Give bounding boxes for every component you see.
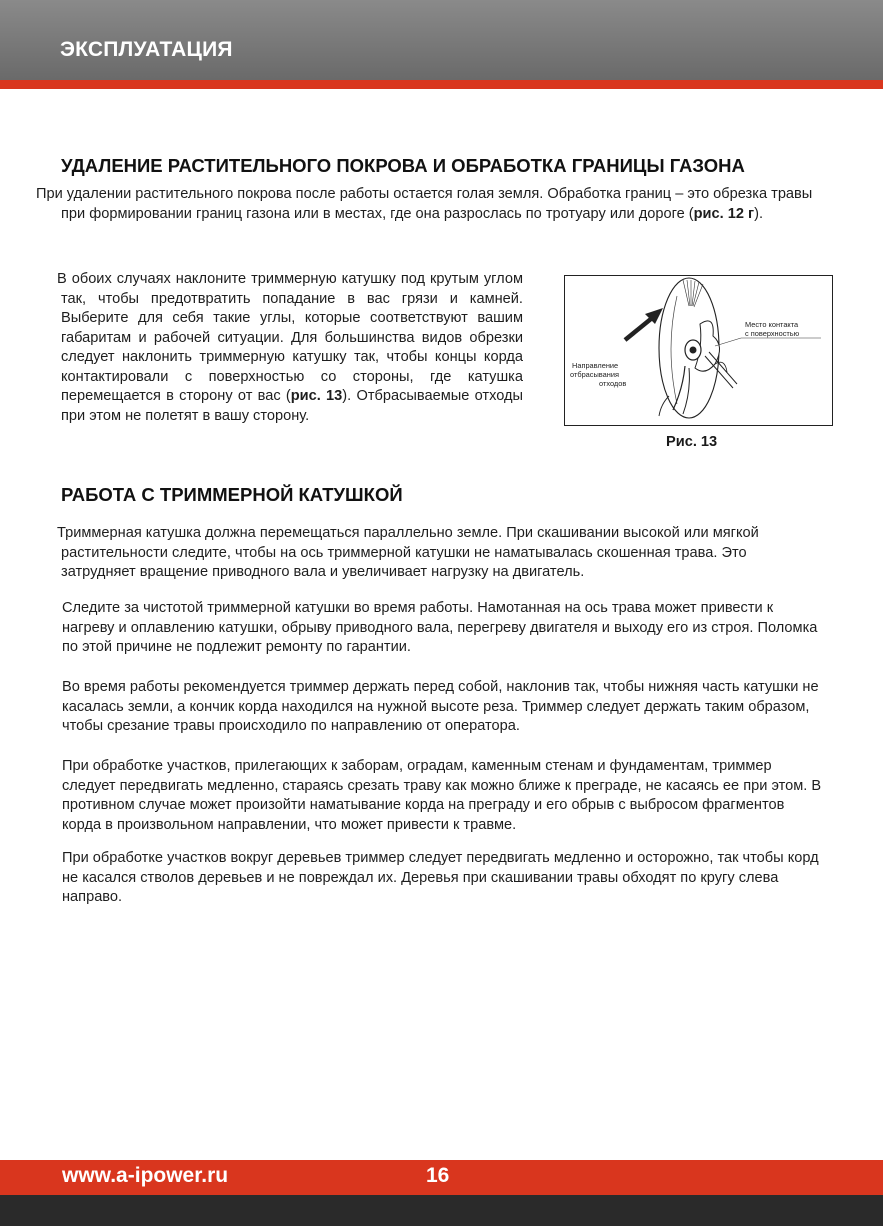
figure-reference: рис. 12 г xyxy=(693,205,755,222)
paragraph-fences: При обработке участков, прилегающих к заборам, оградам, каменным стенам и фундаментам, триммер следует передвигать медленно, стараясь срезать траву как можно ближе к преграде, не касаясь ее при этом. В противном случае может произойти наматывание корда на преграду и его обрыв с выбросом фрагментов корда в произвольном направлении, что может привести к травме. xyxy=(62,758,822,833)
section-title: ЭКСПЛУАТАЦИЯ xyxy=(60,38,233,61)
paragraph-text: ). xyxy=(754,205,764,222)
paragraph-trees: При обработке участков вокруг деревьев триммер следует передвигать медленно и осторожно, так чтобы корд не касался стволов деревьев и не повреждал их. Деревья при скашивании травы обходят по кругу слева направо. xyxy=(62,850,819,905)
label-contact: с поверхностью xyxy=(745,329,800,338)
paragraph-text: ). Отбрасываемые отходы при этом не полетят в вашу сторону. xyxy=(61,388,523,424)
figure-caption: Рис. 13 xyxy=(666,434,718,450)
heading-trimmer-head: РАБОТА С ТРИММЕРНОЙ КАТУШКОЙ xyxy=(61,484,403,505)
label-direction: отбрасывания xyxy=(570,370,619,379)
paragraph-vegetation-removal xyxy=(36,185,837,224)
paragraph-text: В обоих случаях наклоните триммерную катушку под крутым углом так, чтобы предотвратить попадание в вас грязи и камней. Выберите для себя такие углы, которые соответствуют вашим габаритам и рабочей ситуации. Для большинства видов обрезки следует наклонить триммерную катушку так, чтобы концы корда контактировали с поверхностью со стороны, где катушка перемещается в сторону от вас ( xyxy=(57,271,523,404)
label-direction: Направление xyxy=(572,361,619,370)
direction-arrow xyxy=(625,308,663,340)
paragraph-cleanliness: Следите за чистотой триммерной катушки во время работы. Намотанная на ось трава может привести к нагреву и оплавлению катушки, обрыву приводного вала, перегреву двигателя и выходу его из строя. Поломка по этой причине не подлежит ремонту по гарантии. xyxy=(62,600,818,655)
trimmer-illustration xyxy=(565,276,834,427)
paragraph-text: При удалении растительного покрова после работы остается голая земля. Обработка границ – это обрезка травы при формировании границ газона или в местах, где она разрослась по тротуару или дороге ( xyxy=(36,186,813,222)
page-header xyxy=(0,0,883,80)
paragraph-parallel: Триммерная катушка должна перемещаться параллельно земле. При скашивании высокой или мягкой растительности следите, чтобы на ось триммерной катушки не наматывалась скошенная трава. Это затрудняет вращение приводного вала и увеличивает нагрузку на двигатель. xyxy=(57,525,759,580)
figure-13 xyxy=(564,275,833,426)
figure-reference: рис. 13 xyxy=(290,388,343,404)
header-accent-stripe xyxy=(0,80,883,89)
paragraph-tilt-angle xyxy=(57,270,523,426)
label-direction: отходов xyxy=(599,379,627,388)
heading-vegetation-removal: УДАЛЕНИЕ РАСТИТЕЛЬНОГО ПОКРОВА И ОБРАБОТКА ГРАНИЦЫ ГАЗОНА xyxy=(61,155,745,176)
footer-dark-band xyxy=(0,1195,883,1226)
page-number: 16 xyxy=(426,1164,450,1187)
website-url: www.a-ipower.ru xyxy=(62,1164,229,1187)
label-contact: Место контакта xyxy=(745,320,799,329)
paragraph-holding: Во время работы рекомендуется триммер держать перед собой, наклонив так, чтобы нижняя часть катушки не касалась земли, а кончик корда находился на нужной высоте реза. Триммер следует держать таким образом, чтобы срезание травы происходило по направлению от оператора. xyxy=(62,679,819,734)
